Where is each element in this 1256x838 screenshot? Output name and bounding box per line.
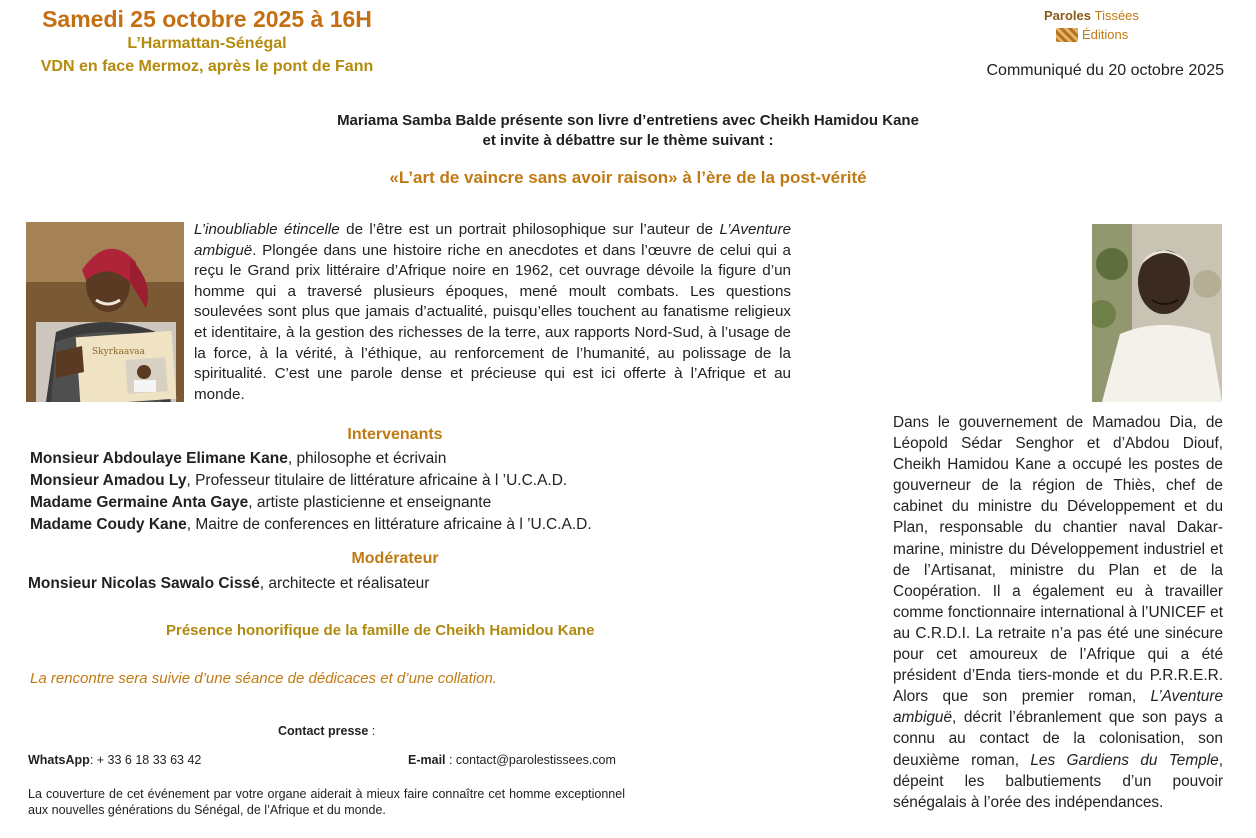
bio-text-2: , décrit l’ébranlement que son pays a connu au contact de la colonisation, son deuxième roman,	[893, 709, 1223, 769]
moderator-name: Monsieur Nicolas Sawalo Cissé	[28, 575, 260, 592]
book-cover-title: Skyrkaavaa	[92, 347, 146, 357]
honorary-presence: Présence honorifique de la famille de Cheikh Hamidou Kane	[166, 622, 595, 639]
speaker-role: , Maitre de conferences en littérature africaine à l ’U.C.A.D.	[186, 516, 592, 533]
speaker-name: Monsieur Abdoulaye Elimane Kane	[30, 450, 288, 467]
logo-editions: Éditions	[1082, 27, 1129, 42]
email-address-link[interactable]: : contact@parolestissees.com	[445, 753, 616, 767]
description-text-1: de l’être est un portrait philosophique sur l’auteur de	[339, 221, 720, 238]
logo-name	[1044, 8, 1139, 23]
whatsapp-contact	[28, 753, 201, 767]
coverage-note: La couverture de cet événement par votre organe aiderait à mieux faire connaître cet homme exceptionnel aux nouvelles générations du Sénégal, de l’Afrique et du monde.	[28, 787, 625, 817]
debate-theme: «L’art de vaincre sans avoir raison» à l’ère de la post-vérité	[389, 168, 867, 187]
speaker-line	[30, 494, 491, 512]
bio-text-3: , dépeint les balbutiements d’un pouvoir sénégalais à l’orée des indépendances.	[893, 751, 1224, 811]
description-text-2: . Plongée dans une histoire riche en anecdotes et dans l’œuvre de celui qui a reçu le Grand prix littéraire d’Afrique noire en 1962, cet ouvrage dévoile la figure d’un homme qui a traversé plusieurs époques, mené moult combats. Les questions soulevées sont plus que jamais d’actualité, puisqu’elles touchent au fanatisme religieux et identitaire, à la gestion des richesses de la terre, aux rapports Nord-Sud, à l’usage de la force, à la vérité, à l’éthique, au renforcement de l’humanité, au polissage de la spiritualité. C’est une parole dense et précieuse qui est ici offerte à l’Afrique et au monde.	[194, 241, 791, 403]
book-description	[194, 220, 791, 405]
kane-photo-illustration	[1092, 224, 1222, 402]
communique-date: Communiqué du 20 octobre 2025	[986, 62, 1224, 79]
speaker-role: , Professeur titulaire de littérature africaine à l ’U.C.A.D.	[186, 472, 568, 489]
speaker-name: Monsieur Amadou Ly	[30, 472, 187, 489]
event-address: VDN en face Mermoz, après le pont de Fann	[40, 58, 374, 75]
author-photo-illustration	[26, 222, 184, 402]
dedication-note: La rencontre sera suivie d’une séance de dédicaces et d’une collation.	[30, 670, 497, 687]
speaker-line	[30, 472, 567, 490]
author-photo	[26, 222, 184, 402]
novel-title: L’Aventure ambiguë	[194, 221, 792, 259]
email-contact	[408, 753, 616, 767]
speaker-role: , philosophe et écrivain	[287, 450, 447, 467]
intro-line-1: Mariama Samba Balde présente son livre d’entretiens avec Cheikh Hamidou Kane	[337, 112, 919, 129]
speaker-line	[30, 450, 446, 468]
event-date: Samedi 25 octobre 2025 à 16H	[42, 6, 372, 32]
publisher-logo	[1030, 8, 1150, 48]
bio-novel-1: L’Aventure ambiguë	[893, 688, 1223, 727]
speaker-name: Madame Coudy Kane	[30, 516, 187, 533]
whatsapp-label: WhatsApp	[28, 753, 90, 767]
logo-word-paroles: Paroles	[1044, 8, 1091, 23]
intervenants-title: Intervenants	[347, 426, 443, 443]
cheikh-hamidou-kane-photo	[1092, 224, 1222, 402]
event-venue: L’Harmattan-Sénégal	[127, 35, 287, 52]
speaker-role: , artiste plasticienne et enseignante	[248, 494, 492, 511]
email-label: E-mail	[408, 753, 446, 767]
intro-line-2: et invite à débattre sur le thème suivant :	[482, 132, 774, 149]
press-contact-title	[278, 724, 375, 738]
press-contact-label: Contact presse	[278, 724, 369, 738]
speaker-line	[30, 516, 592, 534]
kane-biography	[893, 412, 1223, 813]
logo-word-tissees: Tissées	[1094, 8, 1139, 23]
whatsapp-number[interactable]: : + 33 6 18 33 63 42	[89, 753, 202, 767]
moderateur-title: Modérateur	[351, 550, 439, 567]
bio-text-1: Dans le gouvernement de Mamadou Dia, de Léopold Sédar Senghor et d’Abdou Diouf, Cheikh Hamidou Kane a occupé les postes de gouverneur de la région de Thiès, chef de cabinet du ministre du Développement et du Plan, responsable du chantier naval Dakar-marine, ministre du Développement industriel et de l’Artisanat, ministre du Plan et de la Coopération. Il a également eu à travailler comme fonctionnaire international à l’UNICEF et au C.R.D.I. La retraite n’a pas été une sinécure pour cet amoureux de l’Afrique qui a été président d’Enda tiers-monde et du P.R.R.E.R. Alors que son premier roman,	[893, 414, 1223, 706]
speaker-name: Madame Germaine Anta Gaye	[30, 494, 249, 511]
book-title: L’inoubliable étincelle	[194, 221, 340, 238]
moderator-line	[28, 575, 429, 593]
moderator-role: , architecte et réalisateur	[259, 575, 430, 592]
press-contact-colon: :	[368, 724, 376, 738]
weave-icon	[1056, 28, 1078, 42]
bio-novel-2: Les Gardiens du Temple	[1030, 751, 1219, 769]
